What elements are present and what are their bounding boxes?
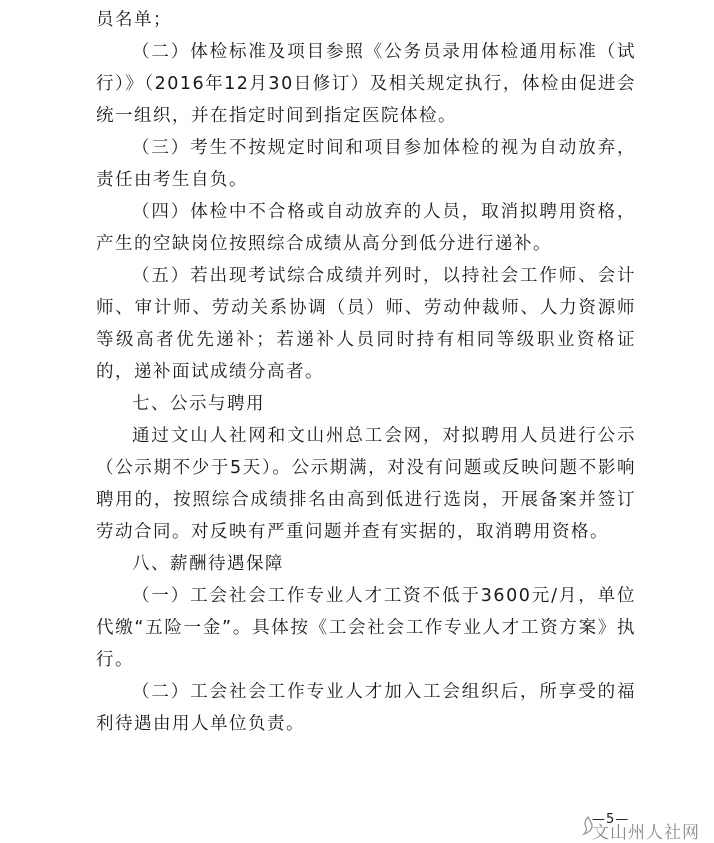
- paragraph-unqualified-replacement: （四）体检中不合格或自动放弃的人员，取消拟聘用资格，产生的空缺岗位按照综合成绩从高分到低分进行递补。: [96, 202, 636, 254]
- watermark-text: 文山州人社网: [592, 823, 700, 843]
- section-heading-salary: 八、薪酬待遇保障: [132, 554, 284, 574]
- page-number: —5—: [592, 812, 630, 827]
- paragraph-tie-rule: （五）若出现考试综合成绩并列时，以持社会工作师、会计师、审计师、劳动关系协调（员）师、劳动仲裁师、人力资源师等级高者优先递补；若递补人员同时持有相同等级职业资格证的，递补面试成绩分高者。: [96, 266, 636, 382]
- document-body: [96, 4, 636, 740]
- paragraph-exam-absence: （三）考生不按规定时间和项目参加体检的视为自动放弃，责任由考生自负。: [96, 138, 636, 190]
- paragraph-publicity: 通过文山人社网和文山州总工会网，对拟聘用人员进行公示（公示期不少于5天）。公示期满，对没有问题或反映问题不影响聘用的，按照综合成绩排名由高到低进行选岗，开展备案并签订劳动合同。对反映有严重问题并查有实据的，取消聘用资格。: [96, 426, 636, 542]
- paragraph-physical-exam-standard: （二）体检标准及项目参照《公务员录用体检通用标准（试行）》（2016年12月30日修订）及相关规定执行，体检由促进会统一组织，并在指定时间到指定医院体检。: [96, 42, 636, 126]
- paragraph-welfare: （二）工会社会工作专业人才加入工会组织后，所享受的福利待遇由用人单位负责。: [96, 682, 636, 734]
- paragraph-name-list-end: 员名单；: [96, 10, 172, 30]
- section-heading-publicity: 七、公示与聘用: [132, 394, 265, 414]
- paragraph-salary: （一）工会社会工作专业人才工资不低于3600元/月，单位代缴“五险一金”。具体按《工会社会工作专业人才工资方案》执行。: [96, 586, 636, 670]
